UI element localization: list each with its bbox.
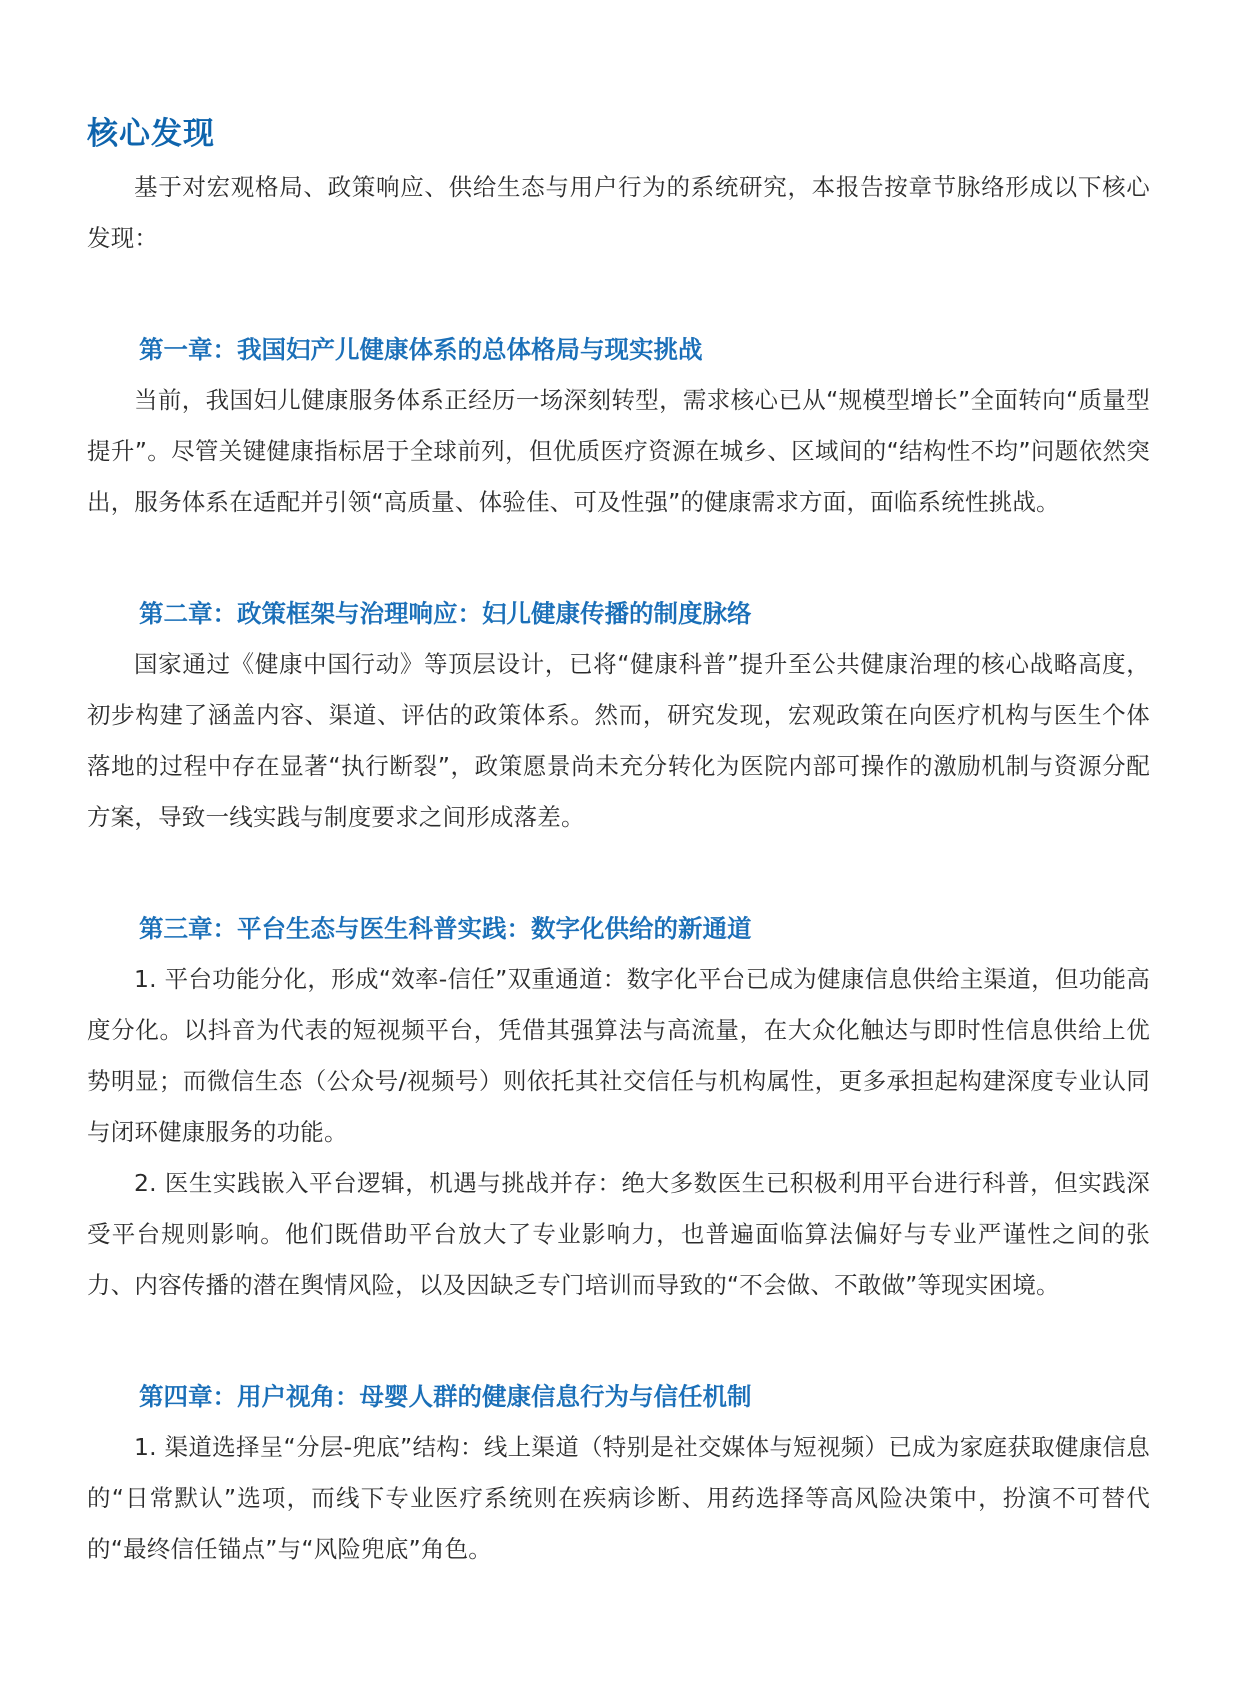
chapter-3-title: 第三章：平台生态与医生科普实践：数字化供给的新通道 <box>139 914 752 943</box>
section-title: 核心发现 <box>87 116 215 152</box>
chapter-4 <box>87 1372 1150 1575</box>
chapter-1-title: 第一章：我国妇产儿健康体系的总体格局与现实挑战 <box>139 335 703 364</box>
chapter-1 <box>87 325 1150 528</box>
document-page <box>87 112 1150 1575</box>
chapter-3-paragraph-2: 2. 医生实践嵌入平台逻辑，机遇与挑战并存：绝大多数医生已积极利用平台进行科普，但实践深受平台规则影响。他们既借助平台放大了专业影响力，也普遍面临算法偏好与专业严谨性之间的张力、内容传播的潜在舆情风险，以及因缺乏专门培训而导致的“不会做、不敢做”等现实困境。 <box>87 1169 1150 1299</box>
chapter-3 <box>87 904 1150 1311</box>
chapter-2 <box>87 589 1150 843</box>
chapter-3-paragraph-1: 1. 平台功能分化，形成“效率-信任”双重通道：数字化平台已成为健康信息供给主渠道，但功能高度分化。以抖音为代表的短视频平台，凭借其强算法与高流量，在大众化触达与即时性信息供给上优势明显；而微信生态（公众号/视频号）则依托其社交信任与机构属性，更多承担起构建深度专业认同与闭环健康服务的功能。 <box>87 965 1150 1146</box>
intro-paragraph: 基于对宏观格局、政策响应、供给生态与用户行为的系统研究，本报告按章节脉络形成以下核心发现： <box>87 173 1150 252</box>
chapter-4-title: 第四章：用户视角：母婴人群的健康信息行为与信任机制 <box>139 1382 752 1411</box>
chapter-1-paragraph-1: 当前，我国妇儿健康服务体系正经历一场深刻转型，需求核心已从“规模型增长”全面转向“质量型提升”。尽管关键健康指标居于全球前列，但优质医疗资源在城乡、区域间的“结构性不均”问题依然突出，服务体系在适配并引领“高质量、体验佳、可及性强”的健康需求方面，面临系统性挑战。 <box>87 386 1150 516</box>
chapter-4-paragraph-1: 1. 渠道选择呈“分层-兜底”结构：线上渠道（特别是社交媒体与短视频）已成为家庭获取健康信息的“日常默认”选项，而线下专业医疗系统则在疾病诊断、用药选择等高风险决策中，扮演不可替代的“最终信任锚点”与“风险兜底”角色。 <box>87 1433 1150 1563</box>
chapter-2-title: 第二章：政策框架与治理响应：妇儿健康传播的制度脉络 <box>139 599 752 628</box>
chapter-2-paragraph-1: 国家通过《健康中国行动》等顶层设计，已将“健康科普”提升至公共健康治理的核心战略高度，初步构建了涵盖内容、渠道、评估的政策体系。然而，研究发现，宏观政策在向医疗机构与医生个体落地的过程中存在显著“执行断裂”，政策愿景尚未充分转化为医院内部可操作的激励机制与资源分配方案，导致一线实践与制度要求之间形成落差。 <box>87 650 1150 831</box>
